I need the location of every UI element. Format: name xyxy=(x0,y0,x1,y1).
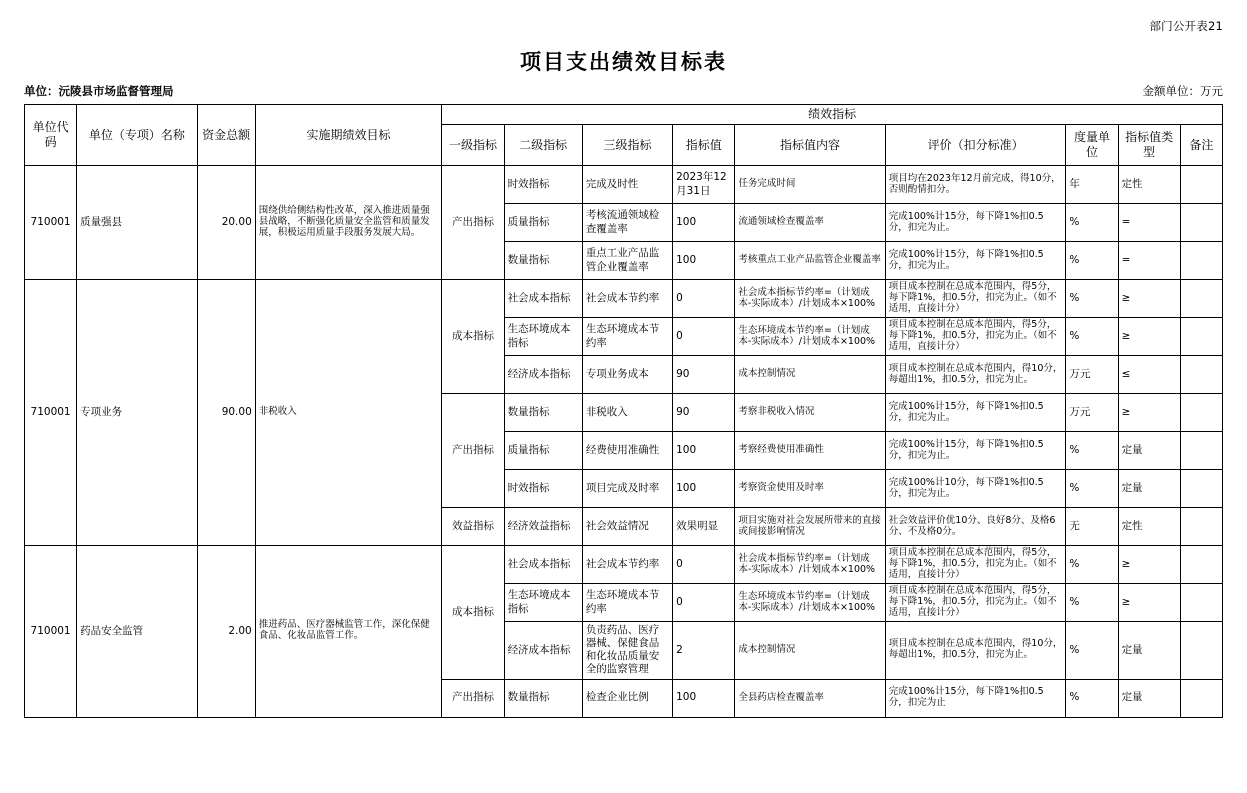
cell-indicator-value: 0 xyxy=(673,280,735,318)
cell-scoring: 项目成本控制在总成本范围内，得5分，每下降1%，扣0.5分，扣完为止。（如不适用，直接计分） xyxy=(885,318,1066,356)
th-measure-unit: 度量单位 xyxy=(1066,125,1118,166)
cell-level2: 生态环境成本指标 xyxy=(504,584,582,622)
cell-value-type: = xyxy=(1118,204,1180,242)
cell-scoring: 社会效益评价优10分、良好8分、及格6分、不及格0分。 xyxy=(885,508,1066,546)
cell-value-type: ≥ xyxy=(1118,318,1180,356)
cell-value-type: = xyxy=(1118,242,1180,280)
cell-value-type: 定性 xyxy=(1118,508,1180,546)
th-level2: 二级指标 xyxy=(504,125,582,166)
cell-indicator-content: 任务完成时间 xyxy=(735,166,885,204)
cell-indicator-content: 生态环境成本节约率=（计划成本-实际成本）/计划成本×100% xyxy=(735,318,885,356)
cell-remark xyxy=(1180,470,1222,508)
cell-indicator-content: 全县药店检查覆盖率 xyxy=(735,679,885,717)
cell-remark xyxy=(1180,356,1222,394)
cell-indicator-content: 项目实施对社会发展所带来的直接或间接影响情况 xyxy=(735,508,885,546)
cell-scoring: 完成100%计10分，每下降1%扣0.5分，扣完为止。 xyxy=(885,470,1066,508)
cell-level3: 完成及时性 xyxy=(582,166,672,204)
cell-indicator-content: 社会成本指标节约率=（计划成本-实际成本）/计划成本×100% xyxy=(735,280,885,318)
cell-remark xyxy=(1180,432,1222,470)
cell-level1: 产出指标 xyxy=(442,166,504,280)
cell-level3: 经费使用准确性 xyxy=(582,432,672,470)
top-note: 部门公开表21 xyxy=(1149,19,1223,33)
cell-scoring: 完成100%计15分，每下降1%扣0.5分，扣完为止。 xyxy=(885,432,1066,470)
cell-remark xyxy=(1180,318,1222,356)
cell-level2: 经济成本指标 xyxy=(504,356,582,394)
cell-indicator-value: 0 xyxy=(673,546,735,584)
cell-indicator-value: 90 xyxy=(673,394,735,432)
cell-indicator-value: 100 xyxy=(673,204,735,242)
cell-measure-unit: 年 xyxy=(1066,166,1118,204)
cell-measure-unit: % xyxy=(1066,432,1118,470)
cell-period-goal: 推进药品、医疗器械监管工作，深化保健食品、化妆品监管工作。 xyxy=(255,546,442,718)
cell-level2: 数量指标 xyxy=(504,679,582,717)
cell-level3: 考核流通领域检查覆盖率 xyxy=(582,204,672,242)
cell-scoring: 项目成本控制在总成本范围内，得5分，每下降1%，扣0.5分，扣完为止。（如不适用，直接计分） xyxy=(885,546,1066,584)
cell-value-type: ≥ xyxy=(1118,280,1180,318)
th-indicator-value: 指标值 xyxy=(673,125,735,166)
cell-level3: 生态环境成本节约率 xyxy=(582,318,672,356)
cell-indicator-content: 考察资金使用及时率 xyxy=(735,470,885,508)
cell-measure-unit: 万元 xyxy=(1066,356,1118,394)
cell-level3: 专项业务成本 xyxy=(582,356,672,394)
th-fund-total: 资金总额 xyxy=(197,105,255,166)
cell-value-type: ≥ xyxy=(1118,584,1180,622)
cell-level3: 非税收入 xyxy=(582,394,672,432)
cell-unit-name: 专项业务 xyxy=(77,280,197,546)
cell-remark xyxy=(1180,166,1222,204)
cell-level3: 社会效益情况 xyxy=(582,508,672,546)
cell-value-type: 定量 xyxy=(1118,432,1180,470)
cell-level3: 生态环境成本节约率 xyxy=(582,584,672,622)
cell-measure-unit: % xyxy=(1066,242,1118,280)
cell-measure-unit: % xyxy=(1066,584,1118,622)
cell-value-type: 定性 xyxy=(1118,166,1180,204)
cell-level2: 生态环境成本指标 xyxy=(504,318,582,356)
cell-level2: 社会成本指标 xyxy=(504,280,582,318)
cell-level2: 质量指标 xyxy=(504,204,582,242)
cell-level3: 社会成本节约率 xyxy=(582,546,672,584)
cell-remark xyxy=(1180,394,1222,432)
cell-indicator-value: 0 xyxy=(673,584,735,622)
cell-remark xyxy=(1180,280,1222,318)
cell-remark xyxy=(1180,584,1222,622)
cell-indicator-value: 100 xyxy=(673,679,735,717)
th-unit-code: 单位代码 xyxy=(25,105,77,166)
cell-remark xyxy=(1180,204,1222,242)
cell-scoring: 完成100%计15分，每下降1%扣0.5分，扣完为止。 xyxy=(885,394,1066,432)
cell-measure-unit: % xyxy=(1066,280,1118,318)
cell-indicator-value: 2 xyxy=(673,622,735,680)
cell-level1: 成本指标 xyxy=(442,280,504,394)
cell-scoring: 完成100%计15分，每下降1%扣0.5分，扣完为止 xyxy=(885,679,1066,717)
cell-indicator-value: 0 xyxy=(673,318,735,356)
cell-scoring: 项目均在2023年12月前完成，得10分，否则酌情扣分。 xyxy=(885,166,1066,204)
cell-measure-unit: % xyxy=(1066,546,1118,584)
cell-level3: 重点工业产品监管企业覆盖率 xyxy=(582,242,672,280)
table-row xyxy=(25,546,1223,584)
cell-unit-code: 710001 xyxy=(25,166,77,280)
cell-remark xyxy=(1180,508,1222,546)
cell-remark xyxy=(1180,679,1222,717)
cell-unit-name: 质量强县 xyxy=(77,166,197,280)
cell-scoring: 完成100%计15分，每下降1%扣0.5分，扣完为止。 xyxy=(885,242,1066,280)
cell-indicator-content: 成本控制情况 xyxy=(735,356,885,394)
cell-scoring: 完成100%计15分，每下降1%扣0.5分，扣完为止。 xyxy=(885,204,1066,242)
amount-unit-label: 金额单位：万元 xyxy=(1142,84,1223,98)
cell-level2: 数量指标 xyxy=(504,242,582,280)
cell-scoring: 项目成本控制在总成本范围内，得5分，每下降1%，扣0.5分，扣完为止。（如不适用，直接计分） xyxy=(885,280,1066,318)
performance-target-table xyxy=(24,104,1223,718)
cell-level3: 检查企业比例 xyxy=(582,679,672,717)
cell-level3: 负责药品、医疗器械、保健食品和化妆品质量安全的监察管理 xyxy=(582,622,672,680)
cell-indicator-value: 2023年12月31日 xyxy=(673,166,735,204)
cell-indicator-content: 考察非税收入情况 xyxy=(735,394,885,432)
cell-level2: 时效指标 xyxy=(504,166,582,204)
cell-indicator-content: 成本控制情况 xyxy=(735,622,885,680)
cell-level1: 产出指标 xyxy=(442,394,504,508)
th-level3: 三级指标 xyxy=(582,125,672,166)
table-row xyxy=(25,166,1223,204)
cell-indicator-value: 100 xyxy=(673,432,735,470)
cell-level1: 效益指标 xyxy=(442,508,504,546)
cell-period-goal: 非税收入 xyxy=(255,280,442,546)
table-row xyxy=(25,280,1223,318)
cell-indicator-content: 考察经费使用准确性 xyxy=(735,432,885,470)
cell-level2: 质量指标 xyxy=(504,432,582,470)
cell-measure-unit: 万元 xyxy=(1066,394,1118,432)
cell-level2: 社会成本指标 xyxy=(504,546,582,584)
th-value-type: 指标值类型 xyxy=(1118,125,1180,166)
unit-label: 单位：沅陵县市场监督管理局 xyxy=(24,84,174,98)
cell-measure-unit: % xyxy=(1066,470,1118,508)
cell-indicator-value: 100 xyxy=(673,242,735,280)
cell-indicator-content: 生态环境成本节约率=（计划成本-实际成本）/计划成本×100% xyxy=(735,584,885,622)
cell-measure-unit: % xyxy=(1066,622,1118,680)
cell-period-goal: 围绕供给侧结构性改革，深入推进质量强县战略，不断强化质量安全监管和质量发展，积极运用质量手段服务发展大局。 xyxy=(255,166,442,280)
th-performance-indicator-group: 绩效指标 xyxy=(442,105,1223,125)
cell-level1: 产出指标 xyxy=(442,679,504,717)
cell-level2: 时效指标 xyxy=(504,470,582,508)
cell-measure-unit: 无 xyxy=(1066,508,1118,546)
th-remark: 备注 xyxy=(1180,125,1222,166)
cell-level2: 经济成本指标 xyxy=(504,622,582,680)
cell-value-type: 定量 xyxy=(1118,470,1180,508)
cell-value-type: 定量 xyxy=(1118,622,1180,680)
cell-value-type: ≥ xyxy=(1118,546,1180,584)
cell-indicator-content: 考核重点工业产品监管企业覆盖率 xyxy=(735,242,885,280)
th-scoring: 评价（扣分标准） xyxy=(885,125,1066,166)
cell-measure-unit: % xyxy=(1066,318,1118,356)
cell-remark xyxy=(1180,546,1222,584)
cell-value-type: ≤ xyxy=(1118,356,1180,394)
cell-unit-code: 710001 xyxy=(25,546,77,718)
cell-indicator-content: 社会成本指标节约率=（计划成本-实际成本）/计划成本×100% xyxy=(735,546,885,584)
cell-fund-total: 90.00 xyxy=(197,280,255,546)
cell-value-type: ≥ xyxy=(1118,394,1180,432)
cell-value-type: 定量 xyxy=(1118,679,1180,717)
cell-level3: 项目完成及时率 xyxy=(582,470,672,508)
cell-indicator-value: 90 xyxy=(673,356,735,394)
cell-unit-code: 710001 xyxy=(25,280,77,546)
table-body xyxy=(25,166,1223,718)
th-unit-name: 单位（专项）名称 xyxy=(77,105,197,166)
cell-level2: 数量指标 xyxy=(504,394,582,432)
th-level1: 一级指标 xyxy=(442,125,504,166)
cell-scoring: 项目成本控制在总成本范围内，得10分，每超出1%，扣0.5分，扣完为止。 xyxy=(885,356,1066,394)
cell-unit-name: 药品安全监管 xyxy=(77,546,197,718)
th-period-goal: 实施期绩效目标 xyxy=(255,105,442,166)
cell-scoring: 项目成本控制在总成本范围内，得10分，每超出1%，扣0.5分，扣完为止。 xyxy=(885,622,1066,680)
cell-measure-unit: % xyxy=(1066,679,1118,717)
cell-level1: 成本指标 xyxy=(442,546,504,680)
th-indicator-content: 指标值内容 xyxy=(735,125,885,166)
cell-remark xyxy=(1180,622,1222,680)
cell-scoring: 项目成本控制在总成本范围内，得5分，每下降1%，扣0.5分，扣完为止。（如不适用，直接计分） xyxy=(885,584,1066,622)
cell-level3: 社会成本节约率 xyxy=(582,280,672,318)
cell-measure-unit: % xyxy=(1066,204,1118,242)
cell-remark xyxy=(1180,242,1222,280)
cell-indicator-value: 100 xyxy=(673,470,735,508)
cell-fund-total: 20.00 xyxy=(197,166,255,280)
page-title: 项目支出绩效目标表 xyxy=(520,49,727,74)
cell-indicator-value: 效果明显 xyxy=(673,508,735,546)
cell-indicator-content: 流通领域检查覆盖率 xyxy=(735,204,885,242)
cell-level2: 经济效益指标 xyxy=(504,508,582,546)
cell-fund-total: 2.00 xyxy=(197,546,255,718)
